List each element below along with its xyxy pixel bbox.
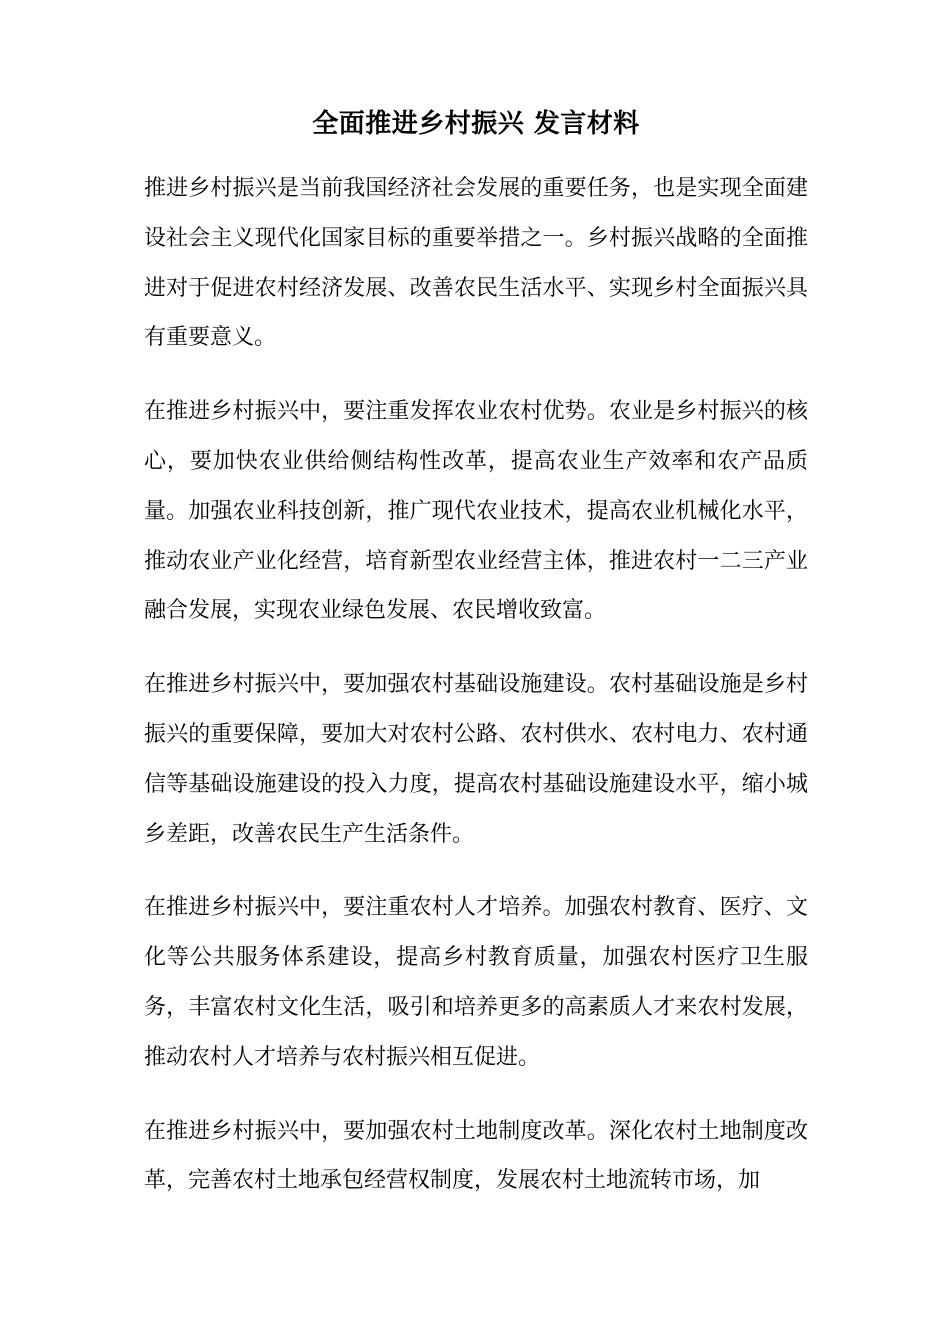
paragraph-4: 在推进乡村振兴中，要注重农村人才培养。加强农村教育、医疗、文化等公共服务体系建设，提高乡村教育质量，加强农村医疗卫生服务，丰富农村文化生活，吸引和培养更多的高素质人才来农村发展，推动农村人才培养与农村振兴相互促进。 — [144, 895, 808, 1070]
paragraph-5: 在推进乡村振兴中，要加强农村土地制度改革。深化农村土地制度改革，完善农村土地承包经营权制度，发展农村土地流转市场，加 — [144, 1118, 808, 1194]
paragraph-1: 推进乡村振兴是当前我国经济社会发展的重要任务，也是实现全面建设社会主义现代化国家目标的重要举措之一。乡村振兴战略的全面推进对于促进农村经济发展、改善农民生活水平、实现乡村全面振兴具有重要意义。 — [144, 176, 808, 351]
paragraph-2: 在推进乡村振兴中，要注重发挥农业农村优势。农业是乡村振兴的核心，要加快农业供给侧结构性改革，提高农业生产效率和农产品质量。加强农业科技创新，推广现代农业技术，提高农业机械化水平，推动农业产业化经营，培育新型农业经营主体，推进农村一二三产业融合发展，实现农业绿色发展、农民增收致富。 — [144, 399, 808, 624]
document-page — [144, 104, 808, 1230]
paragraph-3: 在推进乡村振兴中，要加强农村基础设施建设。农村基础设施是乡村振兴的重要保障，要加大对农村公路、农村供水、农村电力、农村通信等基础设施建设的投入力度，提高农村基础设施建设水平，缩小城乡差距，改善农民生产生活条件。 — [144, 672, 808, 847]
document-title: 全面推进乡村振兴 发言材料 — [312, 109, 640, 139]
